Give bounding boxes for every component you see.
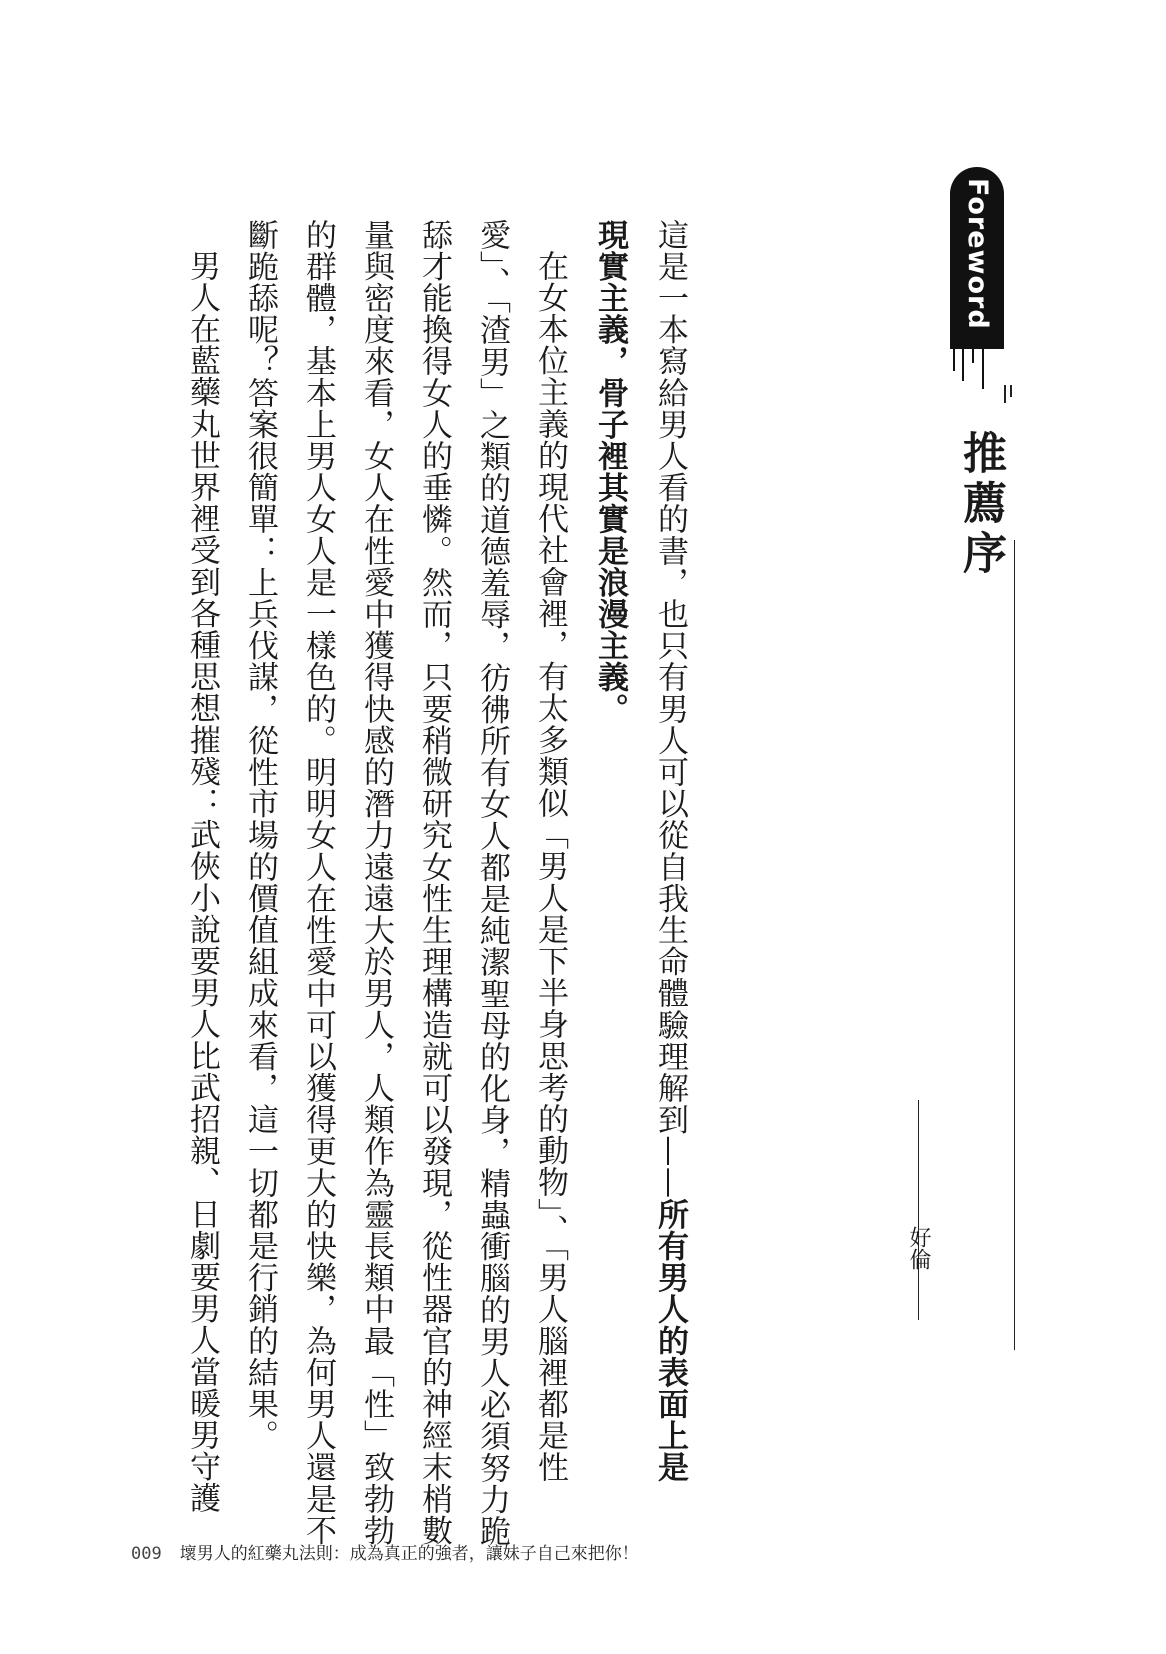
column-text: 斷跪舔呢？答案很簡單：上兵伐謀，從性市場的價值組成來看，這一切都是行銷的結果。	[242, 219, 278, 1452]
tab-tick	[953, 349, 955, 371]
text-column	[182, 250, 222, 1514]
heading-rule	[1010, 385, 1012, 397]
column-bold-text: 所有男人的表面上是	[652, 1198, 688, 1484]
heading-rule	[1004, 385, 1006, 403]
text-column	[590, 219, 630, 725]
text-column	[650, 219, 690, 1483]
column-text: 愛」、「渣男」之類的道德羞辱，彷彿所有女人都是純潔聖母的化身，精蟲衝腦的男人必須努力跪	[474, 219, 510, 1547]
column-text: 的群體，基本上男人女人是一樣色的。明明女人在性愛中可以獲得更大的快樂，為何男人還是不	[300, 219, 336, 1547]
page-title: 推薦序	[955, 430, 1006, 580]
page-number: 009	[131, 1544, 162, 1564]
text-column	[530, 250, 570, 1483]
column-text: 這是一本寫給男人看的書，也只有男人可以從自我生命體驗理解到——	[652, 219, 688, 1199]
text-column	[298, 219, 338, 1546]
tab-tick	[972, 349, 974, 363]
book-title: 壞男人的紅藥丸法則：成為真正的強者，讓妹子自己來把你！	[179, 1544, 639, 1564]
column-text: 男人在藍藥丸世界裡受到各種思想摧殘：武俠小說要男人比武招親、日劇要男人當暖男守護	[184, 250, 220, 1514]
tab-tick	[962, 349, 964, 381]
text-column	[472, 219, 512, 1547]
heading-rule-long	[1014, 540, 1015, 1350]
column-bold-text: 現實主義，骨子裡其實是浪漫主義。	[592, 219, 628, 725]
author-name: 好倫	[906, 1226, 931, 1270]
column-text: 舔才能換得女人的垂憐。然而，只要稍微研究女性生理構造就可以發現，從性器官的神經末梢數	[416, 219, 452, 1547]
page-footer	[131, 1539, 639, 1564]
column-text: 量與密度來看，女人在性愛中獲得快感的潛力遠遠大於男人，人類作為靈長類中最「性」致勃勃	[358, 219, 394, 1547]
author-rule	[918, 1100, 919, 1320]
text-column	[414, 219, 454, 1546]
tab-tick	[982, 349, 984, 389]
foreword-tab-label: Foreword	[962, 178, 993, 330]
text-column	[356, 219, 396, 1546]
column-text: 在女本位主義的現代社會裡，有太多類似「男人是下半身思考的動物」、「男人腦裡都是性	[532, 250, 568, 1483]
text-column	[240, 219, 280, 1451]
